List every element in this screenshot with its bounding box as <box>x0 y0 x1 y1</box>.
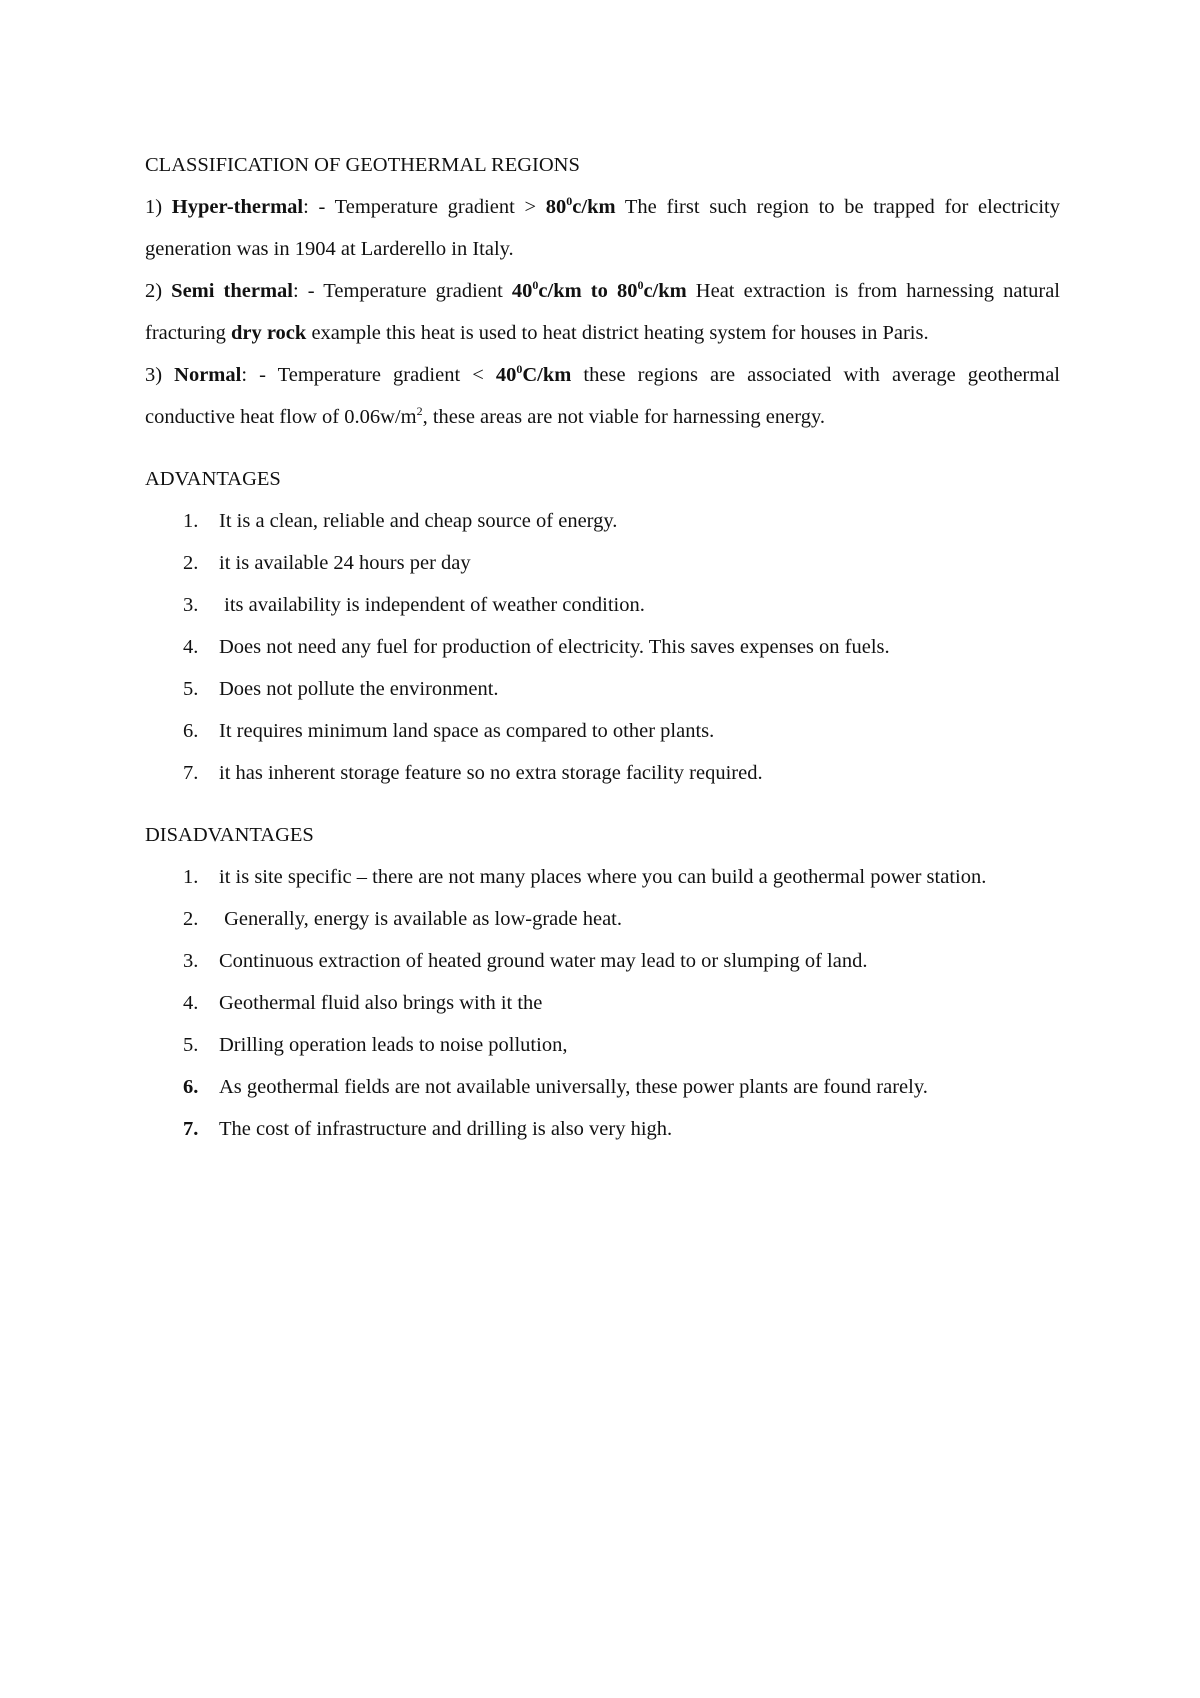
list-number: 7. <box>183 762 199 784</box>
region-hyper-thermal <box>145 186 1060 270</box>
degree-superscript: 0 <box>532 278 539 292</box>
region-emphasis: dry rock <box>230 322 307 344</box>
gradient-unit: C/km <box>522 364 572 386</box>
list-text: it has inherent storage feature so no extra storage facility required. <box>219 762 763 784</box>
degree-superscript: 0 <box>637 278 644 292</box>
squared-superscript: 2 <box>416 404 423 418</box>
list-number: 4. <box>183 992 199 1014</box>
list-item <box>145 752 1064 794</box>
list-item <box>145 940 1064 982</box>
list-text: Generally, energy is available as low-grade heat. <box>219 908 622 930</box>
region-normal <box>145 354 1060 438</box>
degree-superscript: 0 <box>516 362 523 376</box>
list-number: 1. <box>183 510 199 532</box>
list-number: 2. <box>183 908 199 930</box>
list-text: it is available 24 hours per day <box>219 552 471 574</box>
list-text: Drilling operation leads to noise pollution, <box>219 1034 568 1056</box>
region-gradient <box>496 364 571 386</box>
region-semi-thermal <box>145 270 1060 354</box>
region-gradient <box>512 280 687 302</box>
list-text: its availability is independent of weather condition. <box>219 594 645 616</box>
region-gradient <box>546 196 616 218</box>
list-item <box>145 856 1064 898</box>
list-item <box>145 898 1064 940</box>
list-text: The cost of infrastructure and drilling is also very high. <box>219 1118 673 1140</box>
document-title: CLASSIFICATION OF GEOTHERMAL REGIONS <box>145 154 580 176</box>
list-item <box>145 584 1064 626</box>
list-item <box>145 668 1064 710</box>
list-text: Does not need any fuel for production of electricity. This saves expenses on fuels. <box>219 636 890 658</box>
region-description: these regions are associated with average geothermal conductive heat flow of 0.06w/m <box>145 364 1060 428</box>
list-text: It is a clean, reliable and cheap source of energy. <box>219 510 618 532</box>
region-number: 3) <box>145 364 163 386</box>
list-number: 3. <box>183 950 199 972</box>
list-number: 4. <box>183 636 199 658</box>
list-number: 6. <box>183 720 199 742</box>
region-name: Semi thermal <box>171 280 293 302</box>
region-description: Heat extraction is from harnessing natural fracturing <box>145 280 1060 344</box>
list-item <box>145 626 1064 668</box>
list-item <box>145 982 1064 1024</box>
region-number: 1) <box>145 196 163 218</box>
region-number: 2) <box>145 280 163 302</box>
gradient-unit: c/km <box>572 196 616 218</box>
gradient-value: 80 <box>616 280 638 302</box>
region-name: Hyper-thermal <box>171 196 304 218</box>
list-item <box>145 542 1064 584</box>
gradient-value: 80 <box>545 196 567 218</box>
region-description: , these areas are not viable for harnessing energy. <box>422 406 825 428</box>
list-number: 5. <box>183 1034 199 1056</box>
gradient-unit: c/km to <box>538 280 617 302</box>
region-description: The first such region to be trapped for electricity generation was in 1904 at Larderello in Italy. <box>145 196 1061 260</box>
gradient-unit: c/km <box>643 280 687 302</box>
list-number: 2. <box>183 552 199 574</box>
list-item <box>145 1024 1064 1066</box>
region-name: Normal <box>174 364 242 386</box>
list-number: 3. <box>183 594 199 616</box>
region-separator: : - Temperature gradient > <box>303 196 546 218</box>
list-item <box>145 1066 1064 1108</box>
list-item <box>145 710 1064 752</box>
region-separator: : - Temperature gradient <box>292 280 512 302</box>
list-text: It requires minimum land space as compared to other plants. <box>219 720 715 742</box>
list-text: Geothermal fluid also brings with it the <box>219 992 543 1014</box>
list-number: 5. <box>183 678 199 700</box>
list-text: it is site specific – there are not many places where you can build a geothermal power station. <box>219 866 987 888</box>
region-description: example this heat is used to heat district heating system for houses in Paris. <box>306 322 929 344</box>
list-number: 6. <box>183 1076 199 1098</box>
disadvantages-heading: DISADVANTAGES <box>145 824 314 846</box>
list-number: 1. <box>183 866 199 888</box>
list-item <box>145 500 1064 542</box>
region-separator: : - Temperature gradient < <box>241 364 496 386</box>
list-text: Continuous extraction of heated ground water may lead to or slumping of land. <box>219 950 868 972</box>
gradient-value: 40 <box>495 364 517 386</box>
list-text: As geothermal fields are not available universally, these power plants are found rarely. <box>219 1076 928 1098</box>
disadvantages-list <box>145 856 1060 1150</box>
gradient-value: 40 <box>511 280 533 302</box>
list-text: Does not pollute the environment. <box>219 678 499 700</box>
advantages-list <box>145 500 1060 794</box>
advantages-heading: ADVANTAGES <box>145 468 281 490</box>
degree-superscript: 0 <box>566 194 573 208</box>
list-number: 7. <box>183 1118 199 1140</box>
list-item <box>145 1108 1064 1150</box>
